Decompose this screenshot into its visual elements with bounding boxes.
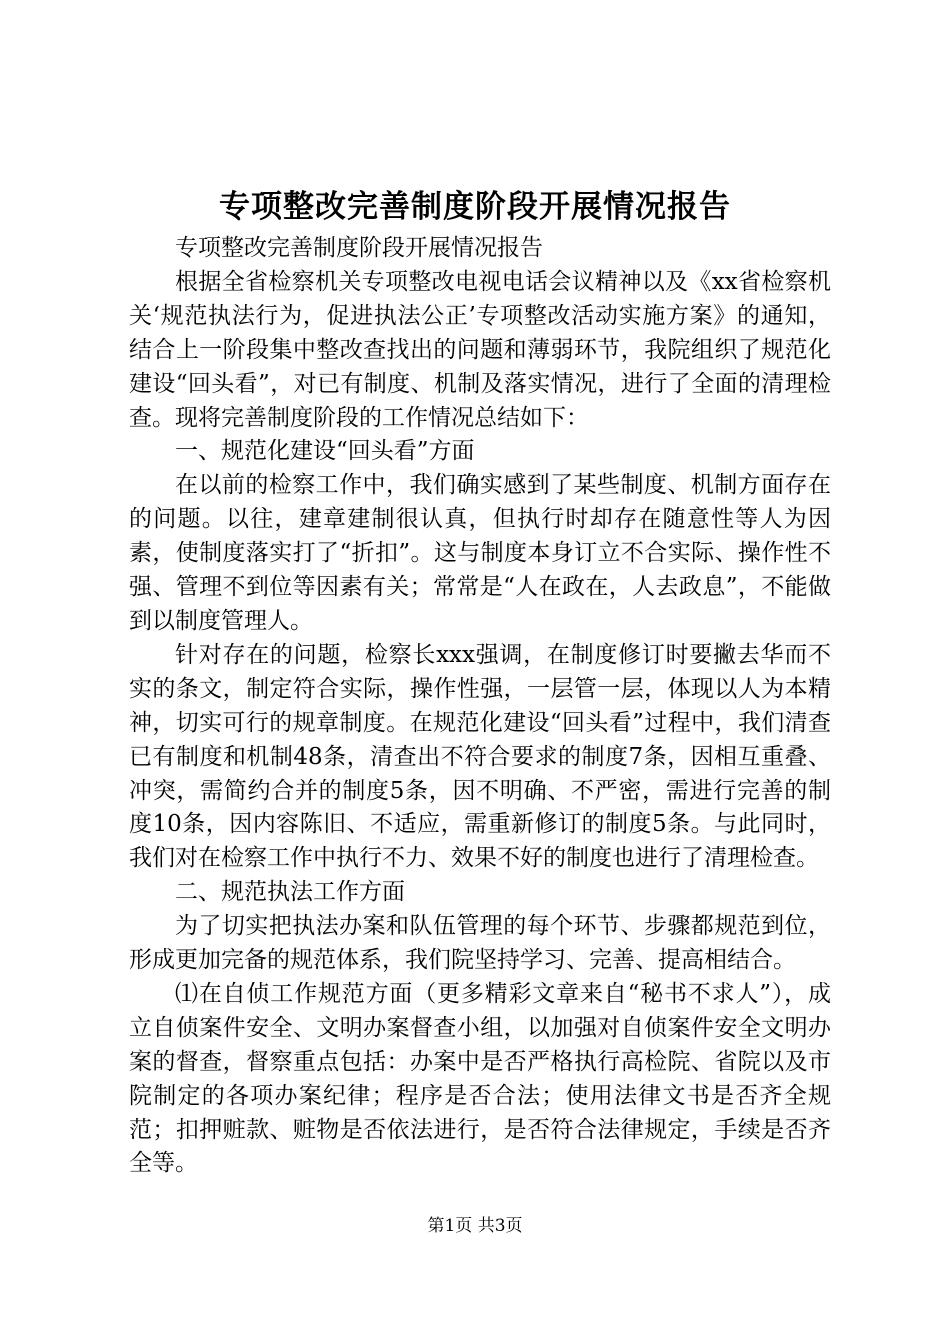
page-number-footer: 第1页 共3页 xyxy=(427,1216,523,1236)
document-title: 专项整改完善制度阶段开展情况报告 xyxy=(219,189,731,225)
body-paragraph: 针对存在的问题，检察长xxx强调，在制度修订时要撇去华而不实的条文，制定符合实际，操作性强，一层管一层，体现以人为本精神，切实可行的规章制度。在规范化建设“回头看”过程中，我们清查已有制度和机制48条，清查出不符合要求的制度7条，因相互重叠、冲突，需简约合并的制度5条，因不明确、不严密，需进行完善的制度10条，因内容陈旧、不适应，需重新修订的制度5条。与此同时，我们对在检察工作中执行不力、效果不好的制度也进行了清理检查。 xyxy=(129,641,831,872)
body-paragraph: 为了切实把执法办案和队伍管理的每个环节、步骤都规范到位，形成更加完备的规范体系，我们院坚持学习、完善、提高相结合。 xyxy=(129,913,831,974)
body-paragraph: ⑴在自侦工作规范方面（更多精彩文章来自“秘书不求人”），成立自侦案件安全、文明办案督查小组，以加强对自侦案件安全文明办案的督查，督察重点包括：办案中是否严格执行高检院、省院以及市院制定的各项办案纪律；程序是否合法；使用法律文书是否齐全规范；扣押赃款、赃物是否依法进行，是否符合法律规定，手续是否齐全等。 xyxy=(129,980,831,1177)
section-heading-2: 二、规范执法工作方面 xyxy=(175,879,405,906)
section-heading-1: 一、规范化建设“回头看”方面 xyxy=(175,438,475,465)
intro-paragraph: 根据全省检察机关专项整改电视电话会议精神以及《xx省检察机关‘规范执法行为，促进执法公正’专项整改活动实施方案》的通知，结合上一阶段集中整改查找出的问题和薄弱环节，我院组织了规范化建设“回头看”，对已有制度、机制及落实情况，进行了全面的清理检查。现将完善制度阶段的工作情况总结如下： xyxy=(129,268,831,431)
subtitle-paragraph: 专项整改完善制度阶段开展情况报告 xyxy=(175,235,543,261)
body-paragraph: 在以前的检察工作中，我们确实感到了某些制度、机制方面存在的问题。以往，建章建制很认真，但执行时却存在随意性等人为因素，使制度落实打了“折扣”。这与制度本身订立不合实际、操作性不强、管理不到位等因素有关；常常是“人在政在，人去政息”，不能做到以制度管理人。 xyxy=(129,472,831,634)
document-body xyxy=(129,232,831,1181)
